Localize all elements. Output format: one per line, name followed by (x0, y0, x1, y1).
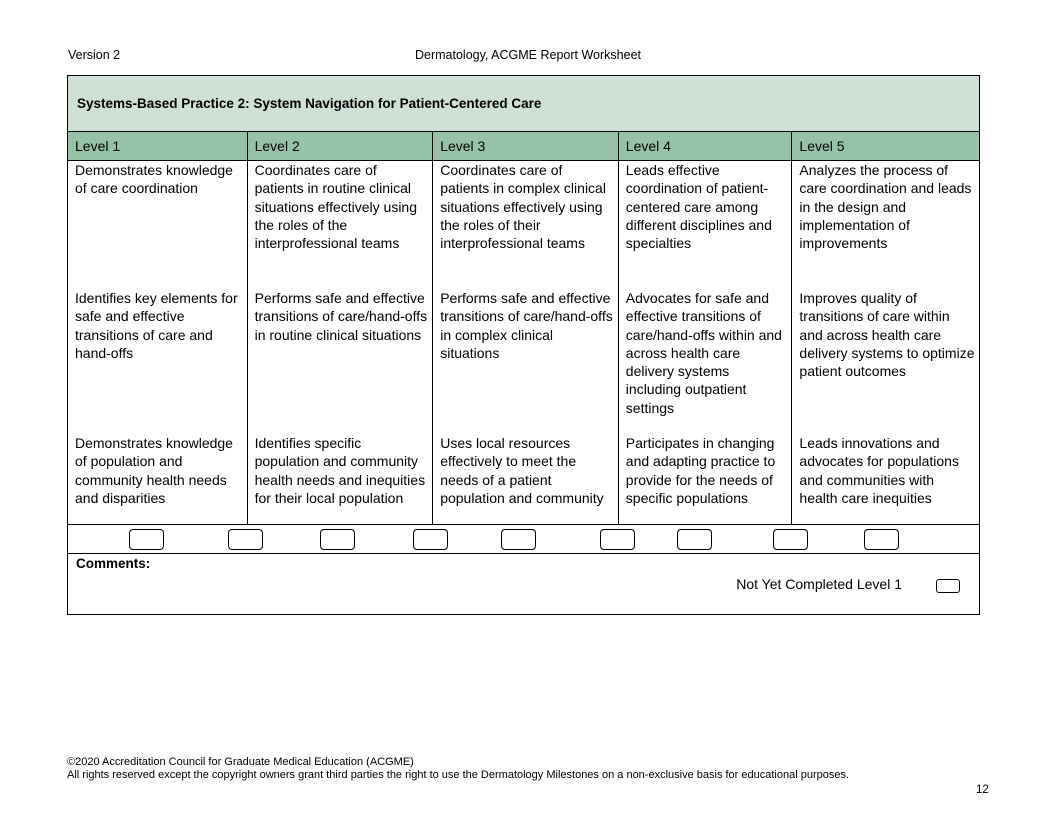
worksheet-title: Dermatology, ACGME Report Worksheet (414, 48, 641, 62)
rating-checkbox[interactable] (677, 529, 712, 550)
milestone-title: Systems-Based Practice 2: System Navigation for Patient-Centered Care (68, 76, 979, 132)
rating-checkbox[interactable] (773, 529, 808, 550)
milestone-text: Improves quality of transitions of care within and across health care delivery systems to optimize patient outcomes (799, 290, 975, 380)
comments-label: Comments: (76, 556, 151, 571)
rating-checkbox[interactable] (501, 529, 536, 550)
rating-checkbox[interactable] (228, 529, 263, 550)
level-1-column (68, 161, 248, 524)
level-5-column (792, 161, 979, 524)
milestone-text: Uses local resources effectively to meet the needs of a patient population and community (440, 435, 604, 506)
milestone-text: Participates in changing and adapting practice to provide for the needs of specific populations (625, 435, 776, 506)
milestone-text: Leads innovations and advocates for populations and communities with health care inequities (799, 435, 959, 506)
copyright-line: ©2020 Accreditation Council for Graduate Medical Education (ACGME) (67, 756, 414, 768)
rating-checkbox[interactable] (600, 529, 635, 550)
level-2-header: Level 2 (248, 132, 434, 160)
rating-checkbox-row (68, 525, 979, 554)
rating-checkbox[interactable] (320, 529, 355, 550)
level-2-column (248, 161, 434, 524)
level-4-header: Level 4 (619, 132, 793, 160)
rating-checkbox[interactable] (413, 529, 448, 550)
level-header-row (68, 132, 979, 161)
milestone-text: Performs safe and effective transitions of care/hand-offs in routine clinical situations (254, 290, 428, 343)
milestone-text: Analyzes the process of care coordination and leads in the design and implementation of improvements (799, 162, 972, 252)
milestone-text: Coordinates care of patients in routine clinical situations effectively using the roles of the interprofessional teams (254, 162, 417, 252)
milestone-text: Coordinates care of patients in complex clinical situations effectively using the roles of their interprofessional teams (440, 162, 606, 252)
rating-checkbox[interactable] (129, 529, 164, 550)
not-yet-completed-label: Not Yet Completed Level 1 (736, 576, 902, 592)
level-3-column (433, 161, 619, 524)
milestone-text: Identifies key elements for safe and effective transitions of care and hand-offs (75, 290, 238, 361)
milestone-text: Demonstrates knowledge of care coordination (75, 162, 233, 197)
milestone-text: Performs safe and effective transitions of care/hand-offs in complex clinical situations (440, 290, 613, 361)
milestone-body (68, 161, 979, 525)
version-label: Version 2 (68, 48, 121, 62)
copyright-footer (67, 756, 849, 782)
milestone-text: Advocates for safe and effective transitions of care/hand-offs within and across health care delivery systems including outpatient settings (625, 290, 782, 416)
comments-section[interactable] (68, 554, 979, 614)
level-1-header: Level 1 (68, 132, 248, 160)
rights-line: All rights reserved except the copyright owners grant third parties the right to use the Dermatology Milestones on a non-exclusive basis for educational purposes. (67, 769, 850, 781)
level-4-column (619, 161, 793, 524)
milestone-text: Leads effective coordination of patient-centered care among different disciplines and specialties (625, 162, 772, 252)
milestone-table (67, 75, 980, 615)
milestone-text: Demonstrates knowledge of population and community health needs and disparities (75, 435, 233, 506)
page-number: 12 (976, 784, 989, 796)
rating-checkbox[interactable] (864, 529, 899, 550)
milestone-text: Identifies specific population and community health needs and inequities for their local population (254, 435, 426, 506)
level-5-header: Level 5 (799, 138, 845, 154)
not-yet-completed-checkbox[interactable] (936, 579, 960, 593)
level-3-header: Level 3 (433, 132, 619, 160)
